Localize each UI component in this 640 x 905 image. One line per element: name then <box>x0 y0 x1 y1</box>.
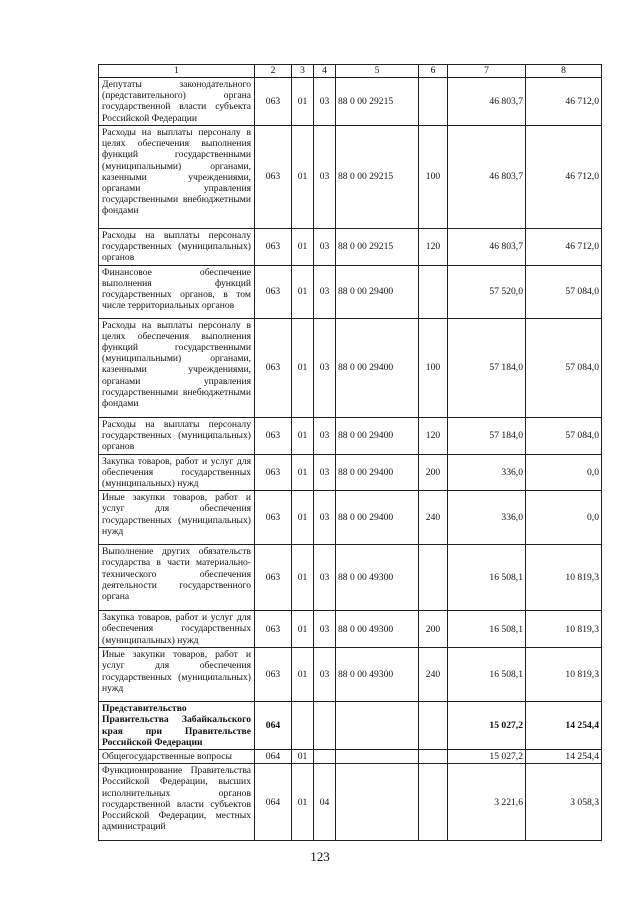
row-amount-executed: 3 058,3 <box>526 764 602 841</box>
table-row <box>99 764 602 841</box>
row-ministry-code: 063 <box>255 648 292 702</box>
row-ministry-code: 063 <box>255 318 292 417</box>
row-expense-type: 100 <box>419 126 448 229</box>
row-ministry-code: 063 <box>255 454 292 491</box>
row-ministry-code: 064 <box>255 750 292 764</box>
row-subsection-code: 03 <box>314 648 336 702</box>
header-cell-6: 6 <box>419 65 448 78</box>
row-amount-planned: 15 027,2 <box>448 750 526 764</box>
row-amount-planned: 16 508,1 <box>448 545 526 611</box>
header-cell-5: 5 <box>336 65 419 78</box>
row-amount-planned: 46 803,7 <box>448 126 526 229</box>
row-expense-type <box>419 764 448 841</box>
row-expense-type: 200 <box>419 454 448 491</box>
row-amount-planned: 15 027,2 <box>448 702 526 750</box>
row-description: Иные закупки товаров, работ и услуг для обеспечения государственных (муниципальных) нужд <box>99 648 255 702</box>
row-subsection-code <box>314 702 336 750</box>
row-section-code: 01 <box>292 648 314 702</box>
header-cell-4: 4 <box>314 65 336 78</box>
row-section-code: 01 <box>292 491 314 545</box>
row-amount-planned: 16 508,1 <box>448 648 526 702</box>
budget-table <box>98 64 602 841</box>
row-amount-executed: 10 819,3 <box>526 611 602 648</box>
row-expense-type: 240 <box>419 648 448 702</box>
row-ministry-code: 063 <box>255 611 292 648</box>
row-amount-planned: 16 508,1 <box>448 611 526 648</box>
row-amount-executed: 57 084,0 <box>526 265 602 318</box>
row-expense-type <box>419 545 448 611</box>
row-subsection-code: 03 <box>314 229 336 266</box>
header-cell-3: 3 <box>292 65 314 78</box>
row-amount-planned: 336,0 <box>448 491 526 545</box>
header-cell-1: 1 <box>99 65 255 78</box>
table-row <box>99 318 602 417</box>
row-description: Выполнение других обязательств государства в части материально-технического обеспечения деятельности государственного органа <box>99 545 255 611</box>
row-ministry-code: 063 <box>255 491 292 545</box>
row-expense-type: 200 <box>419 611 448 648</box>
row-amount-executed: 0,0 <box>526 454 602 491</box>
table-row <box>99 417 602 454</box>
row-amount-executed: 0,0 <box>526 491 602 545</box>
row-amount-planned: 57 184,0 <box>448 417 526 454</box>
row-ministry-code: 063 <box>255 126 292 229</box>
row-description: Расходы на выплаты персоналу государственных (муниципальных) органов <box>99 417 255 454</box>
row-subsection-code: 04 <box>314 764 336 841</box>
row-target-article: 88 0 00 29400 <box>336 265 419 318</box>
row-ministry-code: 063 <box>255 78 292 126</box>
row-section-code: 01 <box>292 611 314 648</box>
row-expense-type: 120 <box>419 417 448 454</box>
row-target-article: 88 0 00 29215 <box>336 78 419 126</box>
row-target-article: 88 0 00 49300 <box>336 545 419 611</box>
header-cell-8: 8 <box>526 65 602 78</box>
table-row <box>99 454 602 491</box>
row-section-code <box>292 702 314 750</box>
header-cell-2: 2 <box>255 65 292 78</box>
table-header-row <box>99 65 602 78</box>
row-subsection-code: 03 <box>314 417 336 454</box>
row-subsection-code: 03 <box>314 611 336 648</box>
row-description: Закупка товаров, работ и услуг для обеспечения государственных (муниципальных) нужд <box>99 454 255 491</box>
row-description: Расходы на выплаты персоналу в целях обеспечения выполнения функций государственными (муниципальными) органами, казенными учреждениями, органами управления государственными внебюджетными фондами <box>99 318 255 417</box>
row-subsection-code: 03 <box>314 318 336 417</box>
row-section-code: 01 <box>292 229 314 266</box>
row-description: Функционирование Правительства Российской Федерации, высших исполнительных органов государственной власти субъектов Российской Федерации, местных администраций <box>99 764 255 841</box>
row-section-code: 01 <box>292 545 314 611</box>
table-row <box>99 265 602 318</box>
row-subsection-code: 03 <box>314 265 336 318</box>
table-row <box>99 750 602 764</box>
row-amount-executed: 46 712,0 <box>526 78 602 126</box>
table-row <box>99 126 602 229</box>
row-section-code: 01 <box>292 78 314 126</box>
header-cell-7: 7 <box>448 65 526 78</box>
row-description: Расходы на выплаты персоналу государственных (муниципальных) органов <box>99 229 255 266</box>
row-amount-executed: 46 712,0 <box>526 229 602 266</box>
table-row <box>99 648 602 702</box>
row-ministry-code: 063 <box>255 229 292 266</box>
row-ministry-code: 064 <box>255 764 292 841</box>
row-amount-planned: 46 803,7 <box>448 78 526 126</box>
row-target-article <box>336 764 419 841</box>
page-number: 123 <box>310 849 330 864</box>
row-target-article <box>336 750 419 764</box>
row-subsection-code <box>314 750 336 764</box>
row-target-article: 88 0 00 49300 <box>336 611 419 648</box>
table-row <box>99 491 602 545</box>
row-target-article: 88 0 00 49300 <box>336 648 419 702</box>
row-description: Иные закупки товаров, работ и услуг для обеспечения государственных (муниципальных) нужд <box>99 491 255 545</box>
row-amount-executed: 14 254,4 <box>526 702 602 750</box>
row-amount-planned: 3 221,6 <box>448 764 526 841</box>
row-amount-executed: 57 084,0 <box>526 417 602 454</box>
row-subsection-code: 03 <box>314 78 336 126</box>
row-amount-executed: 57 084,0 <box>526 318 602 417</box>
row-section-code: 01 <box>292 417 314 454</box>
row-amount-planned: 57 520,0 <box>448 265 526 318</box>
row-description: Общегосударственные вопросы <box>99 750 255 764</box>
row-subsection-code: 03 <box>314 454 336 491</box>
row-description: Расходы на выплаты персоналу в целях обеспечения выполнения функций государственными (муниципальными) органами, казенными учреждениями, органами управления государственными внебюджетными фондами <box>99 126 255 229</box>
row-amount-executed: 14 254,4 <box>526 750 602 764</box>
row-section-code: 01 <box>292 265 314 318</box>
table-row <box>99 611 602 648</box>
row-amount-executed: 10 819,3 <box>526 648 602 702</box>
table-row <box>99 229 602 266</box>
row-description: Представительство Правительства Забайкальского края при Правительстве Российской Федерации <box>99 702 255 750</box>
table-row <box>99 545 602 611</box>
row-description: Депутаты законодательного (представительного) органа государственной власти субъекта Российской Федерации <box>99 78 255 126</box>
row-target-article: 88 0 00 29400 <box>336 318 419 417</box>
row-target-article: 88 0 00 29400 <box>336 454 419 491</box>
row-subsection-code: 03 <box>314 491 336 545</box>
table-row <box>99 78 602 126</box>
row-expense-type <box>419 702 448 750</box>
row-target-article <box>336 702 419 750</box>
row-section-code: 01 <box>292 126 314 229</box>
row-expense-type <box>419 78 448 126</box>
row-amount-planned: 46 803,7 <box>448 229 526 266</box>
row-amount-executed: 10 819,3 <box>526 545 602 611</box>
row-ministry-code: 064 <box>255 702 292 750</box>
row-ministry-code: 063 <box>255 265 292 318</box>
row-description: Финансовое обеспечение выполнения функций государственных органов, в том числе территориальных органов <box>99 265 255 318</box>
row-subsection-code: 03 <box>314 545 336 611</box>
row-expense-type: 240 <box>419 491 448 545</box>
row-section-code: 01 <box>292 764 314 841</box>
row-amount-planned: 57 184,0 <box>448 318 526 417</box>
row-target-article: 88 0 00 29215 <box>336 126 419 229</box>
row-subsection-code: 03 <box>314 126 336 229</box>
row-amount-executed: 46 712,0 <box>526 126 602 229</box>
row-target-article: 88 0 00 29215 <box>336 229 419 266</box>
row-ministry-code: 063 <box>255 545 292 611</box>
row-expense-type: 100 <box>419 318 448 417</box>
row-ministry-code: 063 <box>255 417 292 454</box>
row-description: Закупка товаров, работ и услуг для обеспечения государственных (муниципальных) нужд <box>99 611 255 648</box>
row-section-code: 01 <box>292 750 314 764</box>
row-expense-type <box>419 265 448 318</box>
row-amount-planned: 336,0 <box>448 454 526 491</box>
row-target-article: 88 0 00 29400 <box>336 417 419 454</box>
row-section-code: 01 <box>292 318 314 417</box>
row-expense-type: 120 <box>419 229 448 266</box>
row-section-code: 01 <box>292 454 314 491</box>
row-target-article: 88 0 00 29400 <box>336 491 419 545</box>
table-row <box>99 702 602 750</box>
row-expense-type <box>419 750 448 764</box>
